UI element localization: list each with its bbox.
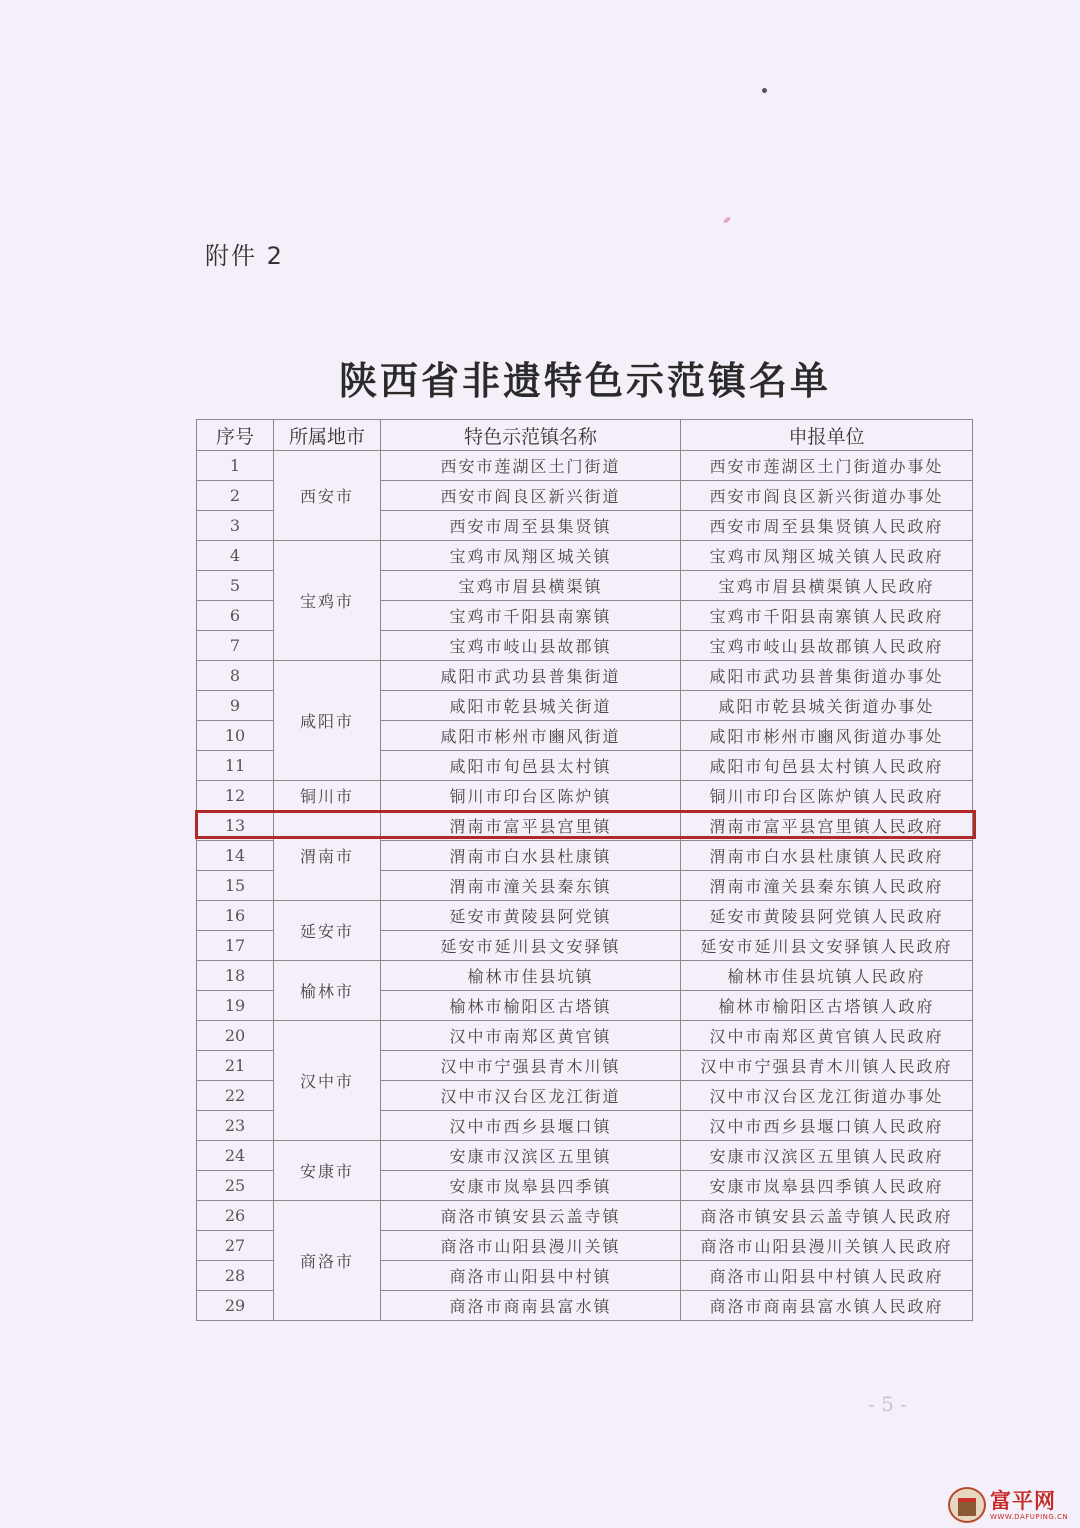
row-number: 22 [197,1081,274,1111]
city-cell: 西安市 [274,451,381,541]
city-cell: 渭南市 [274,811,381,901]
table-row [197,1201,973,1231]
town-name-cell: 咸阳市彬州市豳风街道 [381,721,681,751]
row-number: 23 [197,1111,274,1141]
table-header-row [197,420,973,451]
row-number: 12 [197,781,274,811]
table-row [197,661,973,691]
row-number: 17 [197,931,274,961]
town-name-cell: 榆林市佳县坑镇 [381,961,681,991]
applicant-unit-cell: 汉中市宁强县青木川镇人民政府 [681,1051,973,1081]
row-number: 8 [197,661,274,691]
town-name-cell: 汉中市汉台区龙江街道 [381,1081,681,1111]
row-number: 21 [197,1051,274,1081]
town-name-cell: 西安市莲湖区土门街道 [381,451,681,481]
applicant-unit-cell: 商洛市镇安县云盖寺镇人民政府 [681,1201,973,1231]
town-name-cell: 延安市黄陵县阿党镇 [381,901,681,931]
applicant-unit-cell: 宝鸡市眉县横渠镇人民政府 [681,571,973,601]
city-cell: 铜川市 [274,781,381,811]
row-number: 26 [197,1201,274,1231]
row-number: 4 [197,541,274,571]
town-name-cell: 宝鸡市凤翔区城关镇 [381,541,681,571]
city-cell: 榆林市 [274,961,381,1021]
applicant-unit-cell: 宝鸡市岐山县故郡镇人民政府 [681,631,973,661]
row-number: 28 [197,1261,274,1291]
watermark-logo [948,1485,1076,1525]
city-cell: 汉中市 [274,1021,381,1141]
applicant-unit-cell: 榆林市榆阳区古塔镇人政府 [681,991,973,1021]
highlight-box [195,810,976,839]
applicant-unit-cell: 渭南市白水县杜康镇人民政府 [681,841,973,871]
table-row [197,451,973,481]
applicant-unit-cell: 宝鸡市凤翔区城关镇人民政府 [681,541,973,571]
row-number: 27 [197,1231,274,1261]
applicant-unit-cell: 汉中市西乡县堰口镇人民政府 [681,1111,973,1141]
town-name-cell: 咸阳市武功县普集街道 [381,661,681,691]
town-name-cell: 汉中市南郑区黄官镇 [381,1021,681,1051]
applicant-unit-cell: 延安市延川县文安驿镇人民政府 [681,931,973,961]
row-number: 5 [197,571,274,601]
town-name-cell: 渭南市白水县杜康镇 [381,841,681,871]
table-row [197,781,973,811]
town-name-cell: 宝鸡市岐山县故郡镇 [381,631,681,661]
applicant-unit-cell: 西安市莲湖区土门街道办事处 [681,451,973,481]
header-unit: 申报单位 [681,420,973,451]
town-name-cell: 安康市岚皋县四季镇 [381,1171,681,1201]
applicant-unit-cell: 商洛市山阳县中村镇人民政府 [681,1261,973,1291]
city-cell: 延安市 [274,901,381,961]
applicant-unit-cell: 渭南市富平县宫里镇人民政府 [681,811,973,841]
town-name-cell: 榆林市榆阳区古塔镇 [381,991,681,1021]
header-no: 序号 [197,420,274,451]
row-number: 19 [197,991,274,1021]
row-number: 3 [197,511,274,541]
table-row [197,901,973,931]
applicant-unit-cell: 渭南市潼关县秦东镇人民政府 [681,871,973,901]
watermark-name: 富平网 [990,1489,1056,1513]
city-cell: 商洛市 [274,1201,381,1321]
applicant-unit-cell: 西安市周至县集贤镇人民政府 [681,511,973,541]
attachment-label: 附件 2 [205,242,284,270]
pagoda-icon [948,1487,986,1523]
row-number: 20 [197,1021,274,1051]
applicant-unit-cell: 咸阳市武功县普集街道办事处 [681,661,973,691]
applicant-unit-cell: 安康市汉滨区五里镇人民政府 [681,1141,973,1171]
town-name-cell: 商洛市山阳县漫川关镇 [381,1231,681,1261]
applicant-unit-cell: 汉中市汉台区龙江街道办事处 [681,1081,973,1111]
table-row [197,1021,973,1051]
town-name-cell: 渭南市富平县宫里镇 [381,811,681,841]
row-number: 18 [197,961,274,991]
row-number: 1 [197,451,274,481]
applicant-unit-cell: 西安市阎良区新兴街道办事处 [681,481,973,511]
applicant-unit-cell: 安康市岚皋县四季镇人民政府 [681,1171,973,1201]
applicant-unit-cell: 延安市黄陵县阿党镇人民政府 [681,901,973,931]
applicant-unit-cell: 咸阳市旬邑县太村镇人民政府 [681,751,973,781]
town-name-cell: 汉中市宁强县青木川镇 [381,1051,681,1081]
applicant-unit-cell: 商洛市山阳县漫川关镇人民政府 [681,1231,973,1261]
town-name-cell: 商洛市商南县富水镇 [381,1291,681,1321]
row-number: 2 [197,481,274,511]
town-name-cell: 咸阳市旬邑县太村镇 [381,751,681,781]
scan-dot [762,88,767,93]
applicant-unit-cell: 榆林市佳县坑镇人民政府 [681,961,973,991]
table-row [197,1141,973,1171]
table-body [197,451,973,1321]
row-number: 14 [197,841,274,871]
row-number: 29 [197,1291,274,1321]
town-name-cell: 安康市汉滨区五里镇 [381,1141,681,1171]
header-town: 特色示范镇名称 [381,420,681,451]
row-number: 9 [197,691,274,721]
town-name-cell: 宝鸡市眉县横渠镇 [381,571,681,601]
town-name-cell: 渭南市潼关县秦东镇 [381,871,681,901]
town-name-cell: 商洛市山阳县中村镇 [381,1261,681,1291]
table-row [197,961,973,991]
row-number: 11 [197,751,274,781]
town-name-cell: 汉中市西乡县堰口镇 [381,1111,681,1141]
town-list-table [196,419,973,1321]
applicant-unit-cell: 商洛市商南县富水镇人民政府 [681,1291,973,1321]
row-number: 10 [197,721,274,751]
applicant-unit-cell: 宝鸡市千阳县南寨镇人民政府 [681,601,973,631]
town-name-cell: 西安市阎良区新兴街道 [381,481,681,511]
page-number: - 5 - [868,1392,907,1416]
town-name-cell: 铜川市印台区陈炉镇 [381,781,681,811]
town-name-cell: 宝鸡市千阳县南寨镇 [381,601,681,631]
applicant-unit-cell: 铜川市印台区陈炉镇人民政府 [681,781,973,811]
town-name-cell: 咸阳市乾县城关街道 [381,691,681,721]
city-cell: 安康市 [274,1141,381,1201]
watermark-url: WWW.DAFUPING.CN [990,1513,1069,1521]
row-number: 13 [197,811,274,841]
row-number: 16 [197,901,274,931]
document-title: 陕西省非遗特色示范镇名单 [338,358,831,403]
row-number: 24 [197,1141,274,1171]
town-name-cell: 商洛市镇安县云盖寺镇 [381,1201,681,1231]
row-number: 15 [197,871,274,901]
town-name-cell: 西安市周至县集贤镇 [381,511,681,541]
applicant-unit-cell: 咸阳市乾县城关街道办事处 [681,691,973,721]
applicant-unit-cell: 汉中市南郑区黄官镇人民政府 [681,1021,973,1051]
table-row [197,541,973,571]
row-number: 25 [197,1171,274,1201]
town-name-cell: 延安市延川县文安驿镇 [381,931,681,961]
row-number: 7 [197,631,274,661]
city-cell: 宝鸡市 [274,541,381,661]
city-cell: 咸阳市 [274,661,381,781]
applicant-unit-cell: 咸阳市彬州市豳风街道办事处 [681,721,973,751]
row-number: 6 [197,601,274,631]
header-city: 所属地市 [274,420,381,451]
scan-speck [723,216,732,224]
